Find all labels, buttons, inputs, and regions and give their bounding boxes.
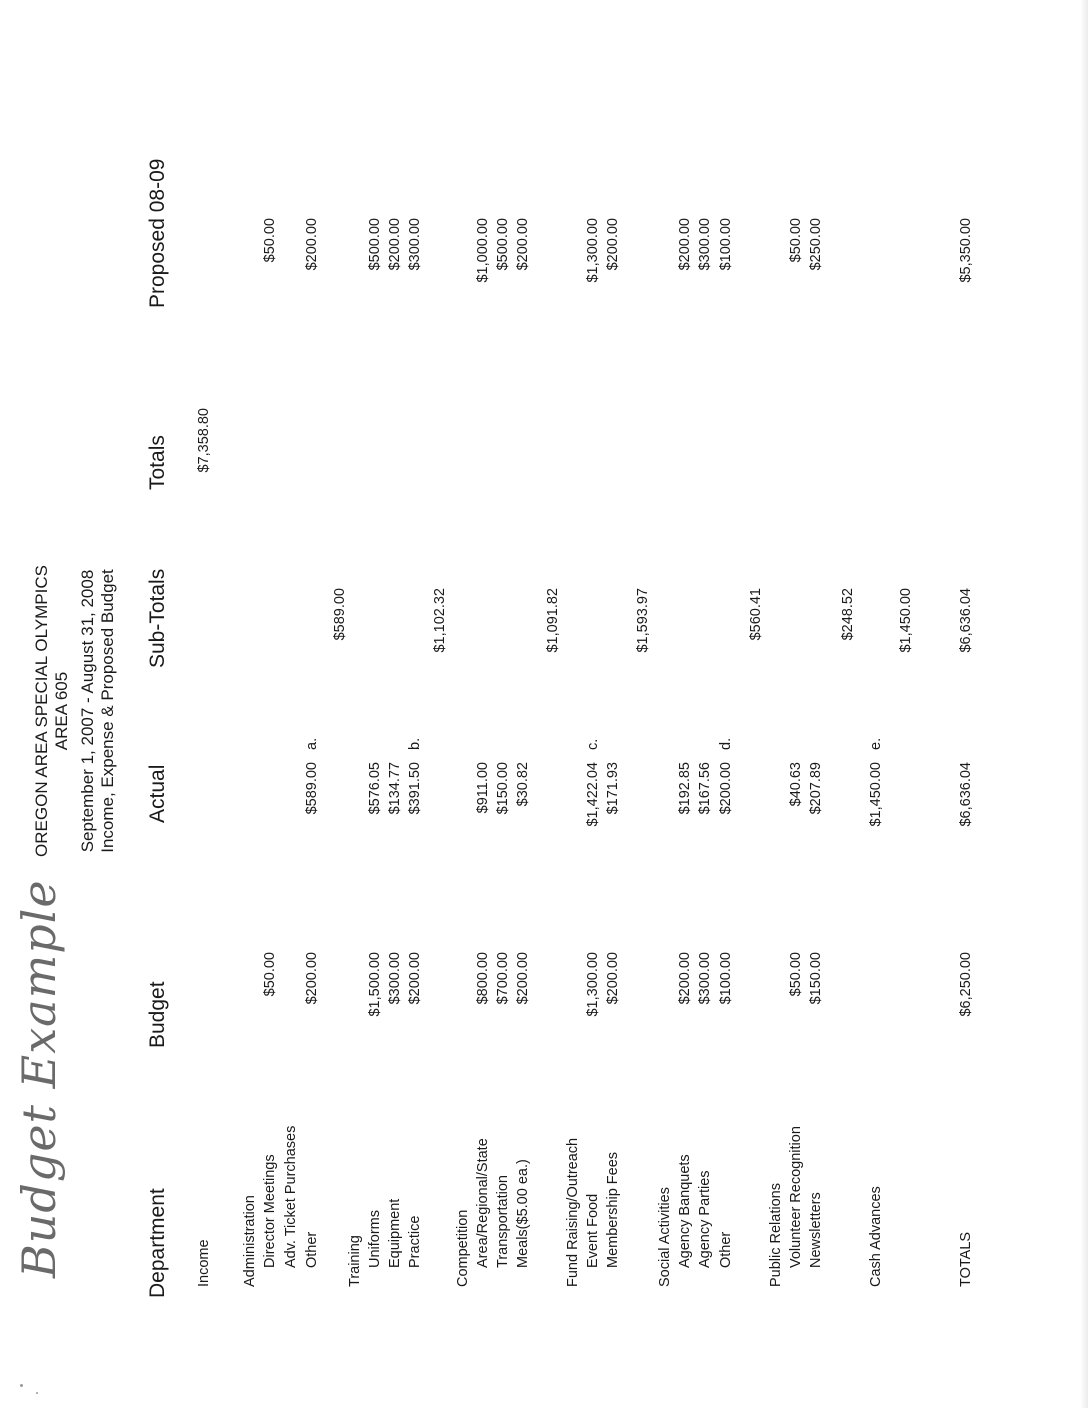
actual-cell: $150.00	[495, 762, 511, 815]
period-title: September 1, 2007 - August 31, 2008	[78, 569, 97, 853]
proposed-cell: $50.00	[788, 218, 804, 263]
row-label: Adv. Ticket Purchases	[283, 1125, 299, 1268]
budget-cell: $800.00	[475, 952, 491, 1005]
row-label: Meals($5.00 ea.)	[515, 1159, 531, 1268]
row-label: Volunteer Recognition	[788, 1126, 804, 1268]
actual-cell: $171.93	[605, 762, 621, 815]
budget-cell: $200.00	[515, 952, 531, 1005]
row-label: Other	[304, 1231, 320, 1268]
subtotal-cell: $560.41	[748, 588, 764, 641]
actual-cell: $192.85	[677, 762, 693, 815]
proposed-cell: $200.00	[605, 218, 621, 271]
actual-cell: $911.00	[475, 762, 491, 814]
footnote-marker: c.	[585, 738, 601, 750]
subtotal-cell: $6,636.04	[958, 588, 974, 653]
proposed-cell: $1,000.00	[475, 218, 491, 283]
proposed-cell: $300.00	[407, 218, 423, 271]
row-label: Other	[718, 1231, 734, 1268]
actual-cell: $40.63	[788, 762, 804, 807]
budget-cell: $200.00	[677, 952, 693, 1005]
row-label: Public Relations	[768, 1183, 784, 1287]
footnote-marker: d.	[718, 737, 734, 750]
row-label: Director Meetings	[262, 1154, 278, 1268]
budget-cell: $6,250.00	[958, 952, 974, 1017]
row-label: Newsletters	[808, 1192, 824, 1268]
row-label: Social Activities	[657, 1187, 673, 1287]
row-label: Cash Advances	[868, 1186, 884, 1287]
actual-cell: $576.05	[367, 762, 383, 815]
actual-cell: $589.00	[304, 762, 320, 815]
budget-cell: $50.00	[788, 952, 804, 997]
actual-cell: $134.77	[387, 762, 403, 815]
actual-cell: $200.00	[718, 762, 734, 815]
actual-cell: $6,636.04	[958, 762, 974, 827]
footnote-marker: b.	[407, 737, 423, 750]
org-title: OREGON AREA SPECIAL OLYMPICS	[32, 565, 51, 857]
actual-cell: $207.89	[808, 762, 824, 815]
row-label: Membership Fees	[605, 1151, 621, 1268]
subtotal-cell: $1,102.32	[432, 588, 448, 653]
row-label: Area/Regional/State	[475, 1138, 491, 1268]
area-title: AREA 605	[52, 671, 71, 751]
col-header-totals: Totals	[146, 435, 169, 490]
subtotal-cell: $1,593.97	[635, 588, 651, 653]
proposed-cell: $5,350.00	[958, 218, 974, 283]
proposed-cell: $200.00	[304, 218, 320, 271]
footnote-marker: a.	[304, 737, 320, 750]
footnote-marker: e.	[868, 737, 884, 750]
actual-cell: $1,422.04	[585, 762, 601, 827]
row-label: Training	[347, 1235, 363, 1287]
proposed-cell: $1,300.00	[585, 218, 601, 283]
handwritten-note: Budget Example	[12, 879, 66, 1278]
report-subtitle: Income, Expense & Proposed Budget	[98, 569, 117, 853]
budget-cell: $200.00	[605, 952, 621, 1005]
row-label: TOTALS	[958, 1231, 974, 1287]
proposed-cell: $200.00	[387, 218, 403, 271]
row-label: Competition	[455, 1209, 471, 1287]
col-header-budget: Budget	[146, 981, 169, 1048]
proposed-cell: $500.00	[367, 218, 383, 271]
row-label: Transportation	[495, 1175, 511, 1268]
proposed-cell: $200.00	[677, 218, 693, 271]
proposed-cell: $100.00	[718, 218, 734, 271]
actual-cell: $30.82	[515, 762, 531, 807]
budget-cell: $200.00	[304, 952, 320, 1005]
subtotal-cell: $248.52	[840, 588, 856, 641]
budget-cell: $300.00	[697, 952, 713, 1005]
proposed-cell: $300.00	[697, 218, 713, 271]
proposed-cell: $200.00	[515, 218, 531, 271]
budget-cell: $700.00	[495, 952, 511, 1005]
subtotal-cell: $1,091.82	[545, 588, 561, 653]
budget-cell: $100.00	[718, 952, 734, 1005]
row-label: Administration	[242, 1195, 258, 1287]
budget-cell: $300.00	[387, 952, 403, 1005]
budget-cell: $1,500.00	[367, 952, 383, 1017]
subtotal-cell: $1,450.00	[898, 588, 914, 653]
row-label: Practice	[407, 1215, 423, 1268]
row-label: Agency Banquets	[677, 1154, 693, 1268]
budget-cell: $1,300.00	[585, 952, 601, 1017]
row-label: Equipment	[387, 1198, 403, 1268]
budget-cell: $150.00	[808, 952, 824, 1005]
col-header-proposed: Proposed 08-09	[146, 158, 169, 308]
budget-cell: $50.00	[262, 952, 278, 997]
budget-cell: $200.00	[407, 952, 423, 1005]
proposed-cell: $50.00	[262, 218, 278, 263]
total-cell: $7,358.80	[196, 408, 212, 473]
col-header-actual: Actual	[146, 764, 169, 823]
row-label: Event Food	[585, 1193, 601, 1268]
col-header-department: Department	[146, 1188, 169, 1298]
row-label: Fund Raising/Outreach	[565, 1137, 581, 1287]
actual-cell: $167.56	[697, 762, 713, 815]
row-label: Agency Parties	[697, 1170, 713, 1268]
proposed-cell: $500.00	[495, 218, 511, 271]
row-label: Uniforms	[367, 1209, 383, 1268]
actual-cell: $391.50	[407, 762, 423, 815]
col-header-subtotals: Sub-Totals	[146, 568, 169, 668]
subtotal-cell: $589.00	[332, 588, 348, 641]
actual-cell: $1,450.00	[868, 762, 884, 827]
proposed-cell: $250.00	[808, 218, 824, 271]
row-label: Income	[196, 1239, 212, 1287]
